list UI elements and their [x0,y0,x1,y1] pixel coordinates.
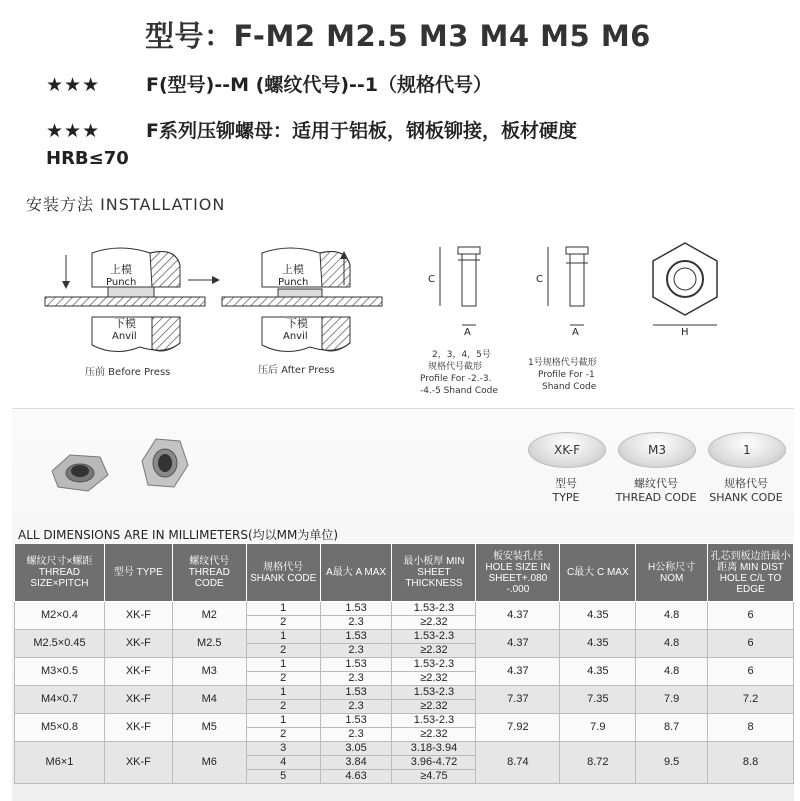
table-cell: 4.8 [636,658,708,686]
table-cell: M6 [172,742,246,784]
table-cell: 1.53-2.3 [392,630,476,644]
table-cell: 1.53-2.3 [392,686,476,700]
column-header: 最小板厚 MIN SHEET THICKNESS [392,544,476,602]
svg-text:C: C [428,274,435,285]
installation-diagrams [0,225,800,405]
svg-text:Profile For -2.-3.: Profile For -2.-3. [420,374,492,384]
table-cell: XK-F [104,686,172,714]
table-cell: 4.63 [320,770,392,784]
punch-label-cn: 上模 [110,263,132,276]
application-text: F系列压铆螺母：适用于铝板，钢板铆接，板材硬度 [146,120,577,142]
table-cell: 4.8 [636,602,708,630]
profile-1-diagram [528,247,597,392]
svg-text:规格代号截形: 规格代号截形 [428,362,483,372]
table-cell: 1 [246,630,320,644]
table-cell: M4 [172,686,246,714]
table-cell: 1 [246,602,320,616]
table-cell: 1 [246,686,320,700]
table-cell: 8.8 [708,742,794,784]
hardness-text: HRB≤70 [46,148,129,169]
table-cell: 2 [246,672,320,686]
table-cell: 2 [246,616,320,630]
table-cell: 2 [246,728,320,742]
table-row [15,602,794,616]
svg-text:H: H [681,327,689,338]
table-cell: 4.8 [636,630,708,658]
svg-text:Profile For -1: Profile For -1 [538,370,595,380]
table-cell: 2.3 [320,616,392,630]
table-cell: 9.5 [636,742,708,784]
table-cell: 5 [246,770,320,784]
table-cell: 7.2 [708,686,794,714]
table-cell: ≥2.32 [392,700,476,714]
table-cell: 2.3 [320,700,392,714]
installation-heading: 安装方法 INSTALLATION [26,195,226,214]
part-code-legend [520,432,790,522]
column-header: 孔芯到板边沿最小距离 MIN DIST HOLE C/L TO EDGE [708,544,794,602]
stars-icon: ★★★ [46,120,101,142]
table-cell: 4.35 [560,602,636,630]
table-cell: 8.72 [560,742,636,784]
svg-text:-4.-5 Shand Code: -4.-5 Shand Code [420,386,498,396]
table-cell: XK-F [104,714,172,742]
table-cell: M4×0.7 [15,686,105,714]
table-cell: M5 [172,714,246,742]
table-cell: 3.96-4.72 [392,756,476,770]
table-cell: M2.5 [172,630,246,658]
table-cell: 2 [246,644,320,658]
anvil-label-en: Anvil [112,331,137,342]
table-cell: XK-F [104,602,172,630]
after-press-diagram [222,248,382,376]
punch-label-en: Punch [106,277,137,288]
table-cell: 8.7 [636,714,708,742]
table-cell: 8.74 [476,742,560,784]
table-cell: XK-F [104,630,172,658]
table-header-row [15,544,794,602]
table-cell: 1 [246,658,320,672]
punch-label-en: Punch [278,277,309,288]
table-row [15,630,794,644]
table-row [15,658,794,672]
table-cell: M5×0.8 [15,714,105,742]
profile-2345-diagram [420,247,498,396]
thread-code-label: 螺纹代号 THREAD CODE [615,477,697,504]
table-cell: 8 [708,714,794,742]
stars-icon: ★★★ [46,74,101,96]
column-header: 规格代号 SHANK CODE [246,544,320,602]
table-cell: 4.37 [476,658,560,686]
table-cell: 4.37 [476,630,560,658]
svg-text:2，3，4，5号: 2，3，4，5号 [432,350,491,360]
table-cell: 4.35 [560,630,636,658]
spec-table [14,543,794,784]
table-cell: 2.3 [320,644,392,658]
table-cell: M3×0.5 [15,658,105,686]
table-cell: 1.53 [320,686,392,700]
table-cell: 7.92 [476,714,560,742]
before-press-caption: 压前 Before Press [85,367,171,378]
table-cell: 1.53 [320,658,392,672]
column-header: 螺纹代号 THREAD CODE [172,544,246,602]
anvil-label-cn: 下模 [114,317,136,330]
table-cell: 3.05 [320,742,392,756]
svg-text:1号规格代号截形: 1号规格代号截形 [528,358,597,368]
table-cell: 1.53-2.3 [392,602,476,616]
table-cell: 1 [246,714,320,728]
table-cell: 7.9 [636,686,708,714]
table-cell: 1.53-2.3 [392,658,476,672]
table-cell: 7.37 [476,686,560,714]
anvil-label-en: Anvil [283,331,308,342]
table-cell: 7.35 [560,686,636,714]
type-code-label: 型号 TYPE [552,477,580,504]
column-header: 型号 TYPE [104,544,172,602]
type-code-badge: XK-F [528,432,606,468]
table-cell: 6 [708,658,794,686]
table-cell: ≥2.32 [392,728,476,742]
table-cell: 4.37 [476,602,560,630]
table-cell: 1.53 [320,714,392,728]
shank-code-label: 规格代号 SHANK CODE [709,477,783,504]
column-header: H公称尺寸NOM [636,544,708,602]
svg-text:A: A [464,327,471,338]
table-cell: ≥4.75 [392,770,476,784]
page-title: 型号：F-M2 M2.5 M3 M4 M5 M6 [145,19,651,53]
table-cell: 3.18-3.94 [392,742,476,756]
thread-code-badge: M3 [618,432,696,468]
svg-text:C: C [536,274,543,285]
table-row [15,742,794,756]
table-cell: M2.5×0.45 [15,630,105,658]
punch-label-cn: 上模 [282,263,304,276]
table-cell: M2×0.4 [15,602,105,630]
table-cell: XK-F [104,742,172,784]
column-header: 板安装孔径 HOLE SIZE IN SHEET+.080 -.000 [476,544,560,602]
table-cell: M3 [172,658,246,686]
table-cell: 2.3 [320,728,392,742]
table-row [15,714,794,728]
table-cell: ≥2.32 [392,644,476,658]
column-header: C最大 C MAX [560,544,636,602]
table-cell: 1.53 [320,602,392,616]
svg-text:A: A [572,327,579,338]
dimensions-note: ALL DIMENSIONS ARE IN MILLIMETERS(均以MM为单位) [18,528,339,542]
table-cell: M2 [172,602,246,630]
table-row [15,686,794,700]
after-press-caption: 压后 After Press [258,365,335,376]
table-cell: 4.35 [560,658,636,686]
table-cell: 6 [708,602,794,630]
table-cell: 6 [708,630,794,658]
table-cell: 1.53-2.3 [392,714,476,728]
table-cell: 3 [246,742,320,756]
application-line [46,116,577,143]
format-line [46,70,492,97]
table-cell: 3.84 [320,756,392,770]
shank-code-badge: 1 [708,432,786,468]
table-cell: ≥2.32 [392,616,476,630]
table-cell: ≥2.32 [392,672,476,686]
before-press-diagram [45,248,205,378]
table-cell: 2.3 [320,672,392,686]
table-cell: 4 [246,756,320,770]
anvil-label-cn: 下模 [286,317,308,330]
table-cell: 1.53 [320,630,392,644]
table-cell: XK-F [104,658,172,686]
table-cell: 2 [246,700,320,714]
column-header: 螺纹尺寸×螺距THREAD SIZE×PITCH [15,544,105,602]
arrow-right-icon [212,276,220,284]
column-header: A最大 A MAX [320,544,392,602]
svg-text:Shand Code: Shand Code [542,382,597,392]
table-cell: M6×1 [15,742,105,784]
hex-nut-top-view [653,243,717,338]
nut-photo [30,425,190,505]
table-cell: 7.9 [560,714,636,742]
format-text: F(型号)--M (螺纹代号)--1（规格代号） [146,74,492,96]
